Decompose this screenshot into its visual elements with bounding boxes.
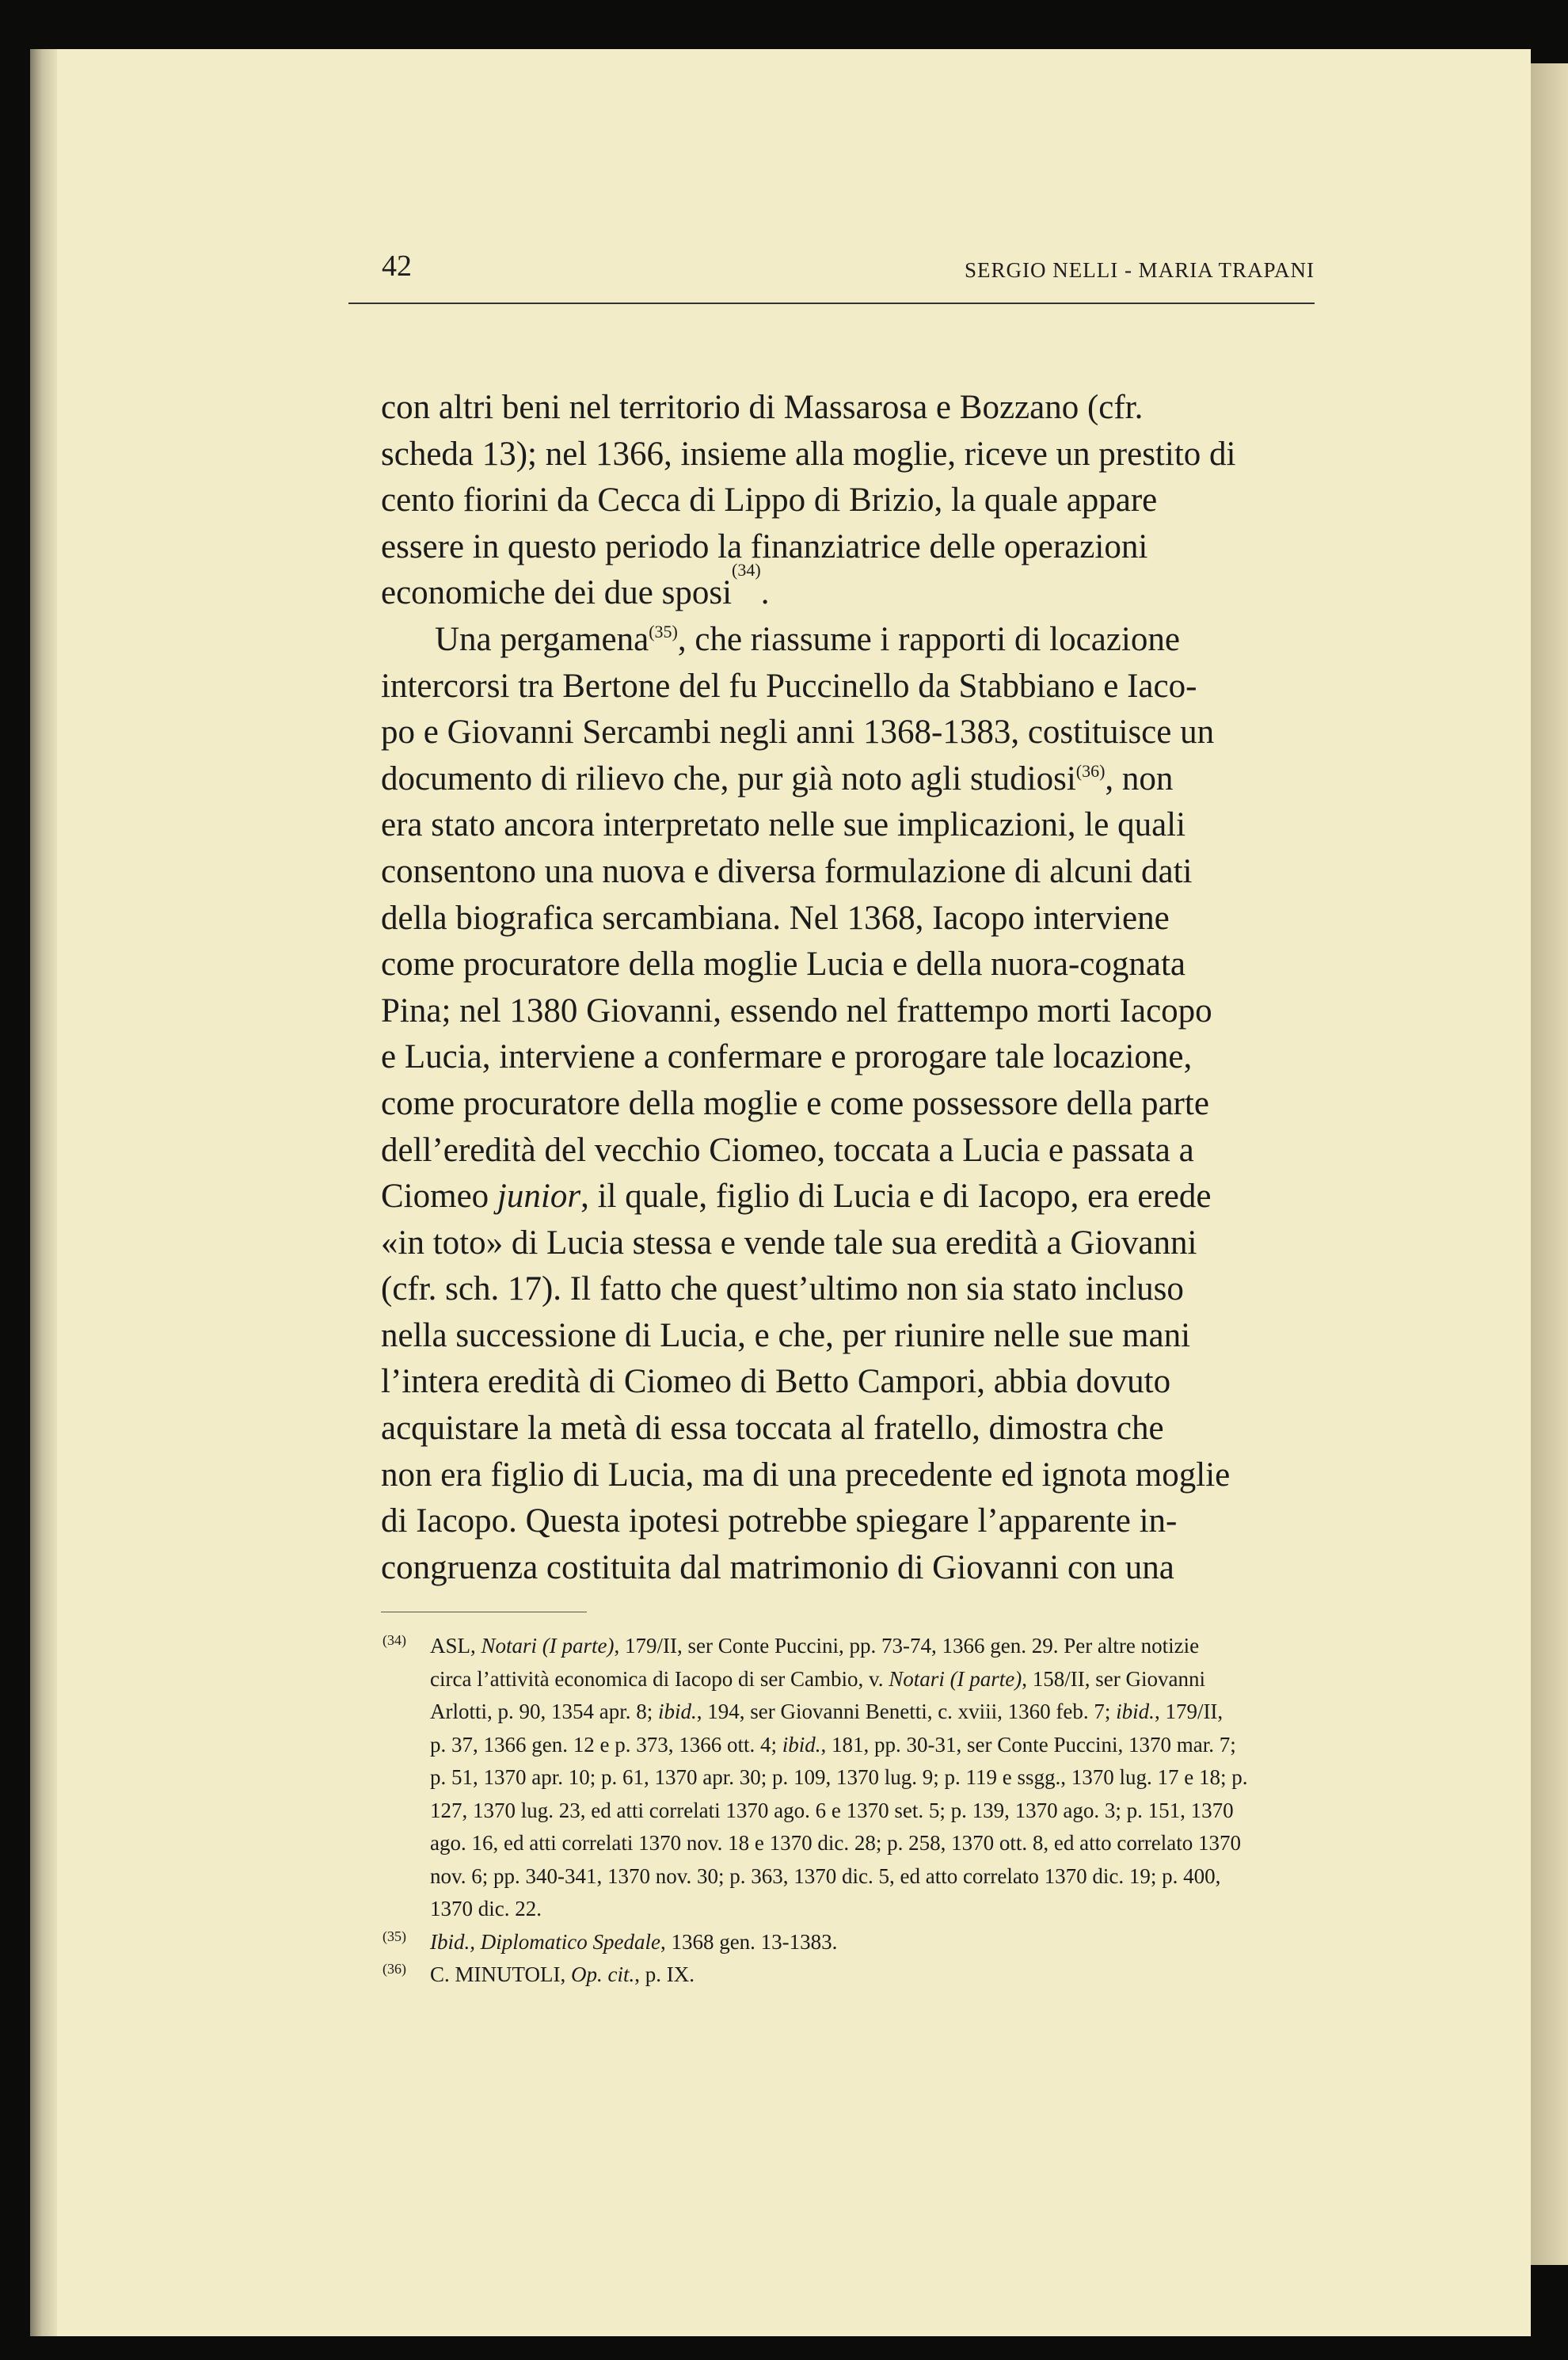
text-line: e Lucia, interviene a confermare e prorogare tale locazione,: [381, 1038, 1193, 1076]
text-line: dell’eredità del vecchio Ciomeo, toccata a Lucia e passata a: [381, 1131, 1194, 1169]
footnote-ref[interactable]: (35): [649, 621, 678, 641]
text-line: come procuratore della moglie e come possessore della parte: [381, 1084, 1209, 1122]
text-line: come procuratore della moglie Lucia e della nuora-cognata: [381, 946, 1186, 984]
footnote-number: (34): [382, 1632, 406, 1648]
text-line: era stato ancora interpretato nelle sue implicazioni, le quali: [381, 806, 1186, 844]
footnote-36: [382, 1958, 1315, 1992]
footnote-text: Ibid., Diplomatico Spedale , 1368 gen. 13-1383.: [430, 1929, 838, 1954]
footnote-ref[interactable]: (34): [732, 560, 761, 580]
text-line: «in toto» di Lucia stessa e vende tale sua eredità a Giovanni: [381, 1224, 1197, 1262]
running-title: SERGIO NELLI - MARIA TRAPANI: [964, 258, 1315, 282]
text-line: acquistare la metà di essa toccata al fratello, dimostra che: [381, 1410, 1164, 1448]
footnote-number: (35): [382, 1928, 406, 1944]
footnote-34: [382, 1630, 1315, 1926]
text-line: consentono una nuova e diversa formulazione di alcuni dati: [381, 852, 1193, 890]
text-line: scheda 13); nel 1366, insieme alla moglie, riceve un prestito di: [381, 435, 1236, 473]
facing-page-edge: [1531, 63, 1568, 2265]
text-line: della biografica sercambiana. Nel 1368, Iacopo interviene: [381, 899, 1170, 937]
text-line: essere in questo periodo la finanziatrice delle operazioni: [381, 527, 1148, 565]
text-line: documento di rilievo che, pur già noto agli studiosi$^{(36)}$, non: [381, 759, 1174, 797]
text-line: po e Giovanni Sercambi negli anni 1368-1383, costituisce un: [381, 714, 1215, 752]
text-line: economiche dei due sposi (34) .: [381, 570, 1315, 617]
text-line: (cfr. sch. 17). Il fatto che quest’ultimo non sia stato incluso: [381, 1270, 1184, 1308]
text-line: congruenza costituita dal matrimonio di Giovanni con una: [381, 1548, 1174, 1586]
footnote-35: [382, 1926, 1315, 1959]
footnote-text: C. MINUTOLI, Op. cit. , p. IX.: [430, 1962, 695, 1986]
footnotes: [382, 1630, 1315, 1992]
text-line: Una pergamena$^{(35)}$, che riassume i rapporti di locazione: [435, 620, 1180, 658]
text-line: intercorsi tra Bertone del fu Puccinello da Stabbiano e Iaco-: [381, 667, 1197, 705]
text-line: cento fiorini da Cecca di Lippo di Brizio, la quale appare: [381, 482, 1158, 520]
text-line: nella successione di Lucia, e che, per riunire nelle sue mani: [381, 1316, 1191, 1354]
text-line: Pina; nel 1380 Giovanni, essendo nel frattempo morti Iacopo: [381, 992, 1212, 1030]
text-line: con altri beni nel territorio di Massarosa e Bozzano (cfr.: [381, 389, 1144, 426]
running-head: [348, 241, 1315, 304]
text-line: Ciomeo junior, il quale, figlio di Lucia e di Iacopo, era erede: [381, 1178, 1212, 1216]
text-line: non era figlio di Lucia, ma di una precedente ed ignota moglie: [381, 1456, 1231, 1494]
body-text: [381, 385, 1315, 1591]
text-line: di Iacopo. Questa ipotesi potrebbe spiegare l’apparente in-: [381, 1502, 1178, 1540]
footnote-ref[interactable]: (36): [1075, 760, 1106, 781]
page-number: 42: [382, 249, 412, 283]
footnote-number: (36): [382, 1961, 406, 1977]
text-line: l’intera eredità di Ciomeo di Betto Campori, abbia dovuto: [381, 1363, 1171, 1401]
footnote-text: ASL, Notari (I parte), 179/II, ser Conte Puccini, pp. 73-74, 1366 gen. 29. Per altre notizie circa l’attività economica di Iacopo di ser Cambio, v. Notari (I parte), 158/II, ser Giovanni Arlotti, p. 90, 1354 apr. 8; ibid., 194, ser Giovanni Benetti, c. xviii, 1360 feb. 7; ibid., 179/II, p. 37, 1366 gen. 12 e p. 373, 1366 ott. 4; ibid., 181, pp. 30-31, ser Conte Puccini, 1370 mar. 7; p. 51, 1370 apr. 10; p. 61, 1370 apr. 30; p. 109, 1370 lug. 9; p. 119 e ssgg., 1370 lug. 17 e 18; p. 127, 1370 lug. 23, ed atti correlati 1370 ago. 6 e 1370 set. 5; p. 139, 1370 ago. 3; p. 151, 1370 ago. 16, ed atti correlati 1370 nov. 18 e 1370 dic. 28; p. 258, 1370 ott. 8, ed atto correlato 1370 nov. 6; pp. 340-341, 1370 nov. 30; p. 363, 1370 dic. 5, ed atto correlato 1370 dic. 19; p. 400, 1370 dic. 22.: [430, 1634, 1248, 1920]
